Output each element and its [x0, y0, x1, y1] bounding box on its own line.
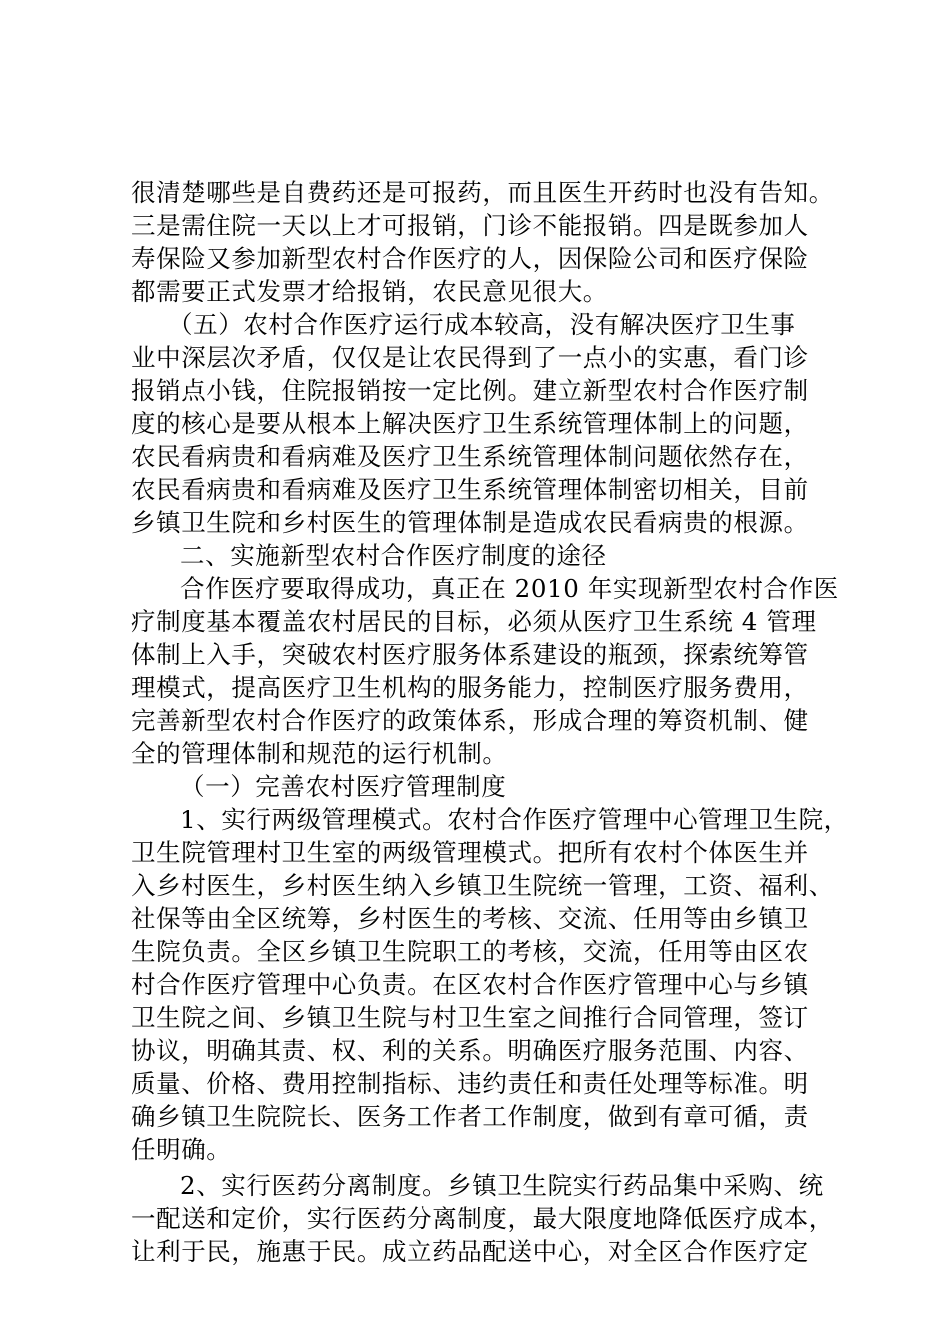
text-line: 生院负责。全区乡镇卫生院职工的考核，交流，任用等由区农: [131, 937, 809, 966]
text-line: 完善新型农村合作医疗的政策体系，形成合理的筹资机制、健: [131, 706, 809, 735]
text-line: 卫生院管理村卫生室的两级管理模式。把所有农村个体医生并: [131, 838, 809, 867]
text-line: 农民看病贵和看病难及医疗卫生系统管理体制问题依然存在，: [131, 442, 809, 471]
text-line: 2、实行医药分离制度。乡镇卫生院实行药品集中采购、统: [180, 1171, 824, 1200]
text-line: 三是需住院一天以上才可报销，门诊不能报销。四是既参加人: [131, 211, 809, 240]
text-line: 很清楚哪些是自费药还是可报药，而且医生开药时也没有告知。: [131, 178, 834, 207]
text-line: 协议，明确其责、权、利的关系。明确医疗服务范围、内容、: [131, 1036, 809, 1065]
text-line: 疗制度基本覆盖农村居民的目标，必须从医疗卫生系统 4 管理: [131, 607, 817, 636]
text-line: 农民看病贵和看病难及医疗卫生系统管理体制密切相关，目前: [131, 475, 809, 504]
text-line: 合作医疗要取得成功，真正在 2010 年实现新型农村合作医: [180, 574, 839, 603]
text-line: 一配送和定价，实行医药分离制度，最大限度地降低医疗成本，: [131, 1204, 834, 1233]
text-line: 确乡镇卫生院院长、医务工作者工作制度，做到有章可循，责: [131, 1102, 809, 1131]
text-line: 都需要正式发票才给报销，农民意见很大。: [131, 277, 608, 306]
text-line: 让利于民，施惠于民。成立药品配送中心，对全区合作医疗定: [131, 1237, 809, 1266]
text-line: 度的核心是要从根本上解决医疗卫生系统管理体制上的问题，: [131, 409, 809, 438]
text-line: 1、实行两级管理模式。农村合作医疗管理中心管理卫生院，: [180, 805, 849, 834]
text-line: 理模式，提高医疗卫生机构的服务能力，控制医疗服务费用，: [131, 673, 809, 702]
text-line: 乡镇卫生院和乡村医生的管理体制是造成农民看病贵的根源。: [131, 508, 809, 537]
text-line: 任明确。: [131, 1135, 232, 1164]
text-line: 村合作医疗管理中心负责。在区农村合作医疗管理中心与乡镇: [131, 970, 809, 999]
text-line: 业中深层次矛盾，仅仅是让农民得到了一点小的实惠，看门诊: [131, 343, 809, 372]
text-line: 卫生院之间、乡镇卫生院与村卫生室之间推行合同管理，签订: [131, 1003, 809, 1032]
text-line: 全的管理体制和规范的运行机制。: [131, 739, 508, 768]
text-line: 质量、价格、费用控制指标、违约责任和责任处理等标准。明: [131, 1069, 809, 1098]
text-line: 报销点小钱，住院报销按一定比例。建立新型农村合作医疗制: [131, 376, 809, 405]
text-line: 体制上入手，突破农村医疗服务体系建设的瓶颈，探索统筹管: [131, 640, 809, 669]
text-line: 社保等由全区统筹，乡村医生的考核、交流、任用等由乡镇卫: [131, 904, 809, 933]
section-heading: 二、实施新型农村合作医疗制度的途径: [180, 541, 607, 570]
text-line: 入乡村医生，乡村医生纳入乡镇卫生院统一管理，工资、福利、: [131, 871, 834, 900]
text-line: （五）农村合作医疗运行成本较高，没有解决医疗卫生事: [168, 310, 796, 339]
text-line: 寿保险又参加新型农村合作医疗的人，因保险公司和医疗保险: [131, 244, 809, 273]
subsection-heading: （一）完善农村医疗管理制度: [180, 772, 507, 801]
